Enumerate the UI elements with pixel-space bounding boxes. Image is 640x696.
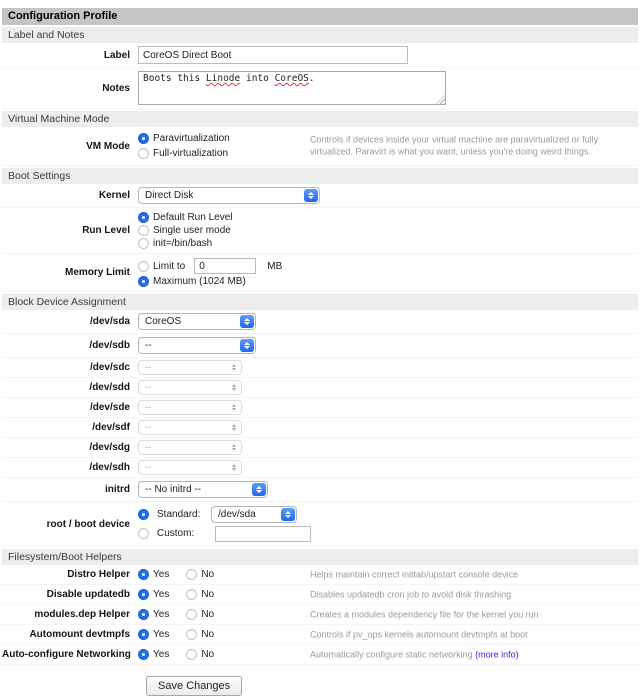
device-sdb-select[interactable]: -- bbox=[138, 337, 256, 354]
vm-mode-help-text: Controls if devices inside your virtual machine are paravirtualized or fully virtualized. Paravirt is what you want, unless you're doing weird things. bbox=[310, 134, 599, 156]
run-level-single-user-label: Single user mode bbox=[153, 225, 231, 236]
root-device-standard-label: Standard: bbox=[157, 509, 201, 520]
distro-helper-label: Distro Helper bbox=[67, 569, 130, 580]
run-level-label: Run Level bbox=[82, 225, 130, 236]
device-row-sda bbox=[2, 310, 638, 334]
memory-maximum-label: Maximum (1024 MB) bbox=[153, 276, 246, 287]
auto-configure-networking-help-text: Automatically configure static networking (more info) bbox=[310, 648, 519, 659]
label-input[interactable] bbox=[138, 46, 408, 64]
device-row-sdf bbox=[2, 418, 638, 438]
helper-row-distro bbox=[2, 565, 638, 585]
device-row-sdc bbox=[2, 358, 638, 378]
section-block-device-assignment: Block Device Assignment bbox=[2, 294, 638, 310]
device-sda-label: /dev/sda bbox=[89, 316, 130, 327]
select-spinner-icon bbox=[228, 401, 240, 414]
helper-row-networking bbox=[2, 645, 638, 665]
label-row bbox=[2, 43, 638, 68]
root-boot-device-row bbox=[2, 502, 638, 547]
memory-limit-unit: MB bbox=[267, 260, 283, 272]
notes-misspelled-word: Linode bbox=[205, 73, 241, 84]
device-sde-label: /dev/sde bbox=[89, 402, 130, 413]
helper-row-updatedb bbox=[2, 585, 638, 605]
automount-devtmpfs-label: Automount devtmpfs bbox=[29, 629, 130, 640]
select-spinner-icon bbox=[228, 361, 240, 374]
device-sdd-select: -- bbox=[138, 380, 242, 395]
page-title: Configuration Profile bbox=[2, 8, 638, 25]
device-row-sde bbox=[2, 398, 638, 418]
automount-devtmpfs-yes-radio[interactable] bbox=[138, 629, 149, 640]
modules-dep-yes-radio[interactable] bbox=[138, 609, 149, 620]
run-level-default-radio[interactable] bbox=[138, 212, 149, 223]
yes-label: Yes bbox=[153, 629, 170, 640]
yes-label: Yes bbox=[153, 569, 170, 580]
vm-mode-label: VM Mode bbox=[86, 140, 130, 152]
device-sdh-label: /dev/sdh bbox=[89, 462, 130, 473]
disable-updatedb-yes-radio[interactable] bbox=[138, 589, 149, 600]
device-sdb-label: /dev/sdb bbox=[89, 340, 130, 351]
device-sdh-select: -- bbox=[138, 460, 242, 475]
run-level-row bbox=[2, 208, 638, 254]
auto-configure-networking-label: Auto-configure Networking bbox=[2, 649, 131, 660]
yes-label: Yes bbox=[153, 649, 170, 660]
device-sdf-label: /dev/sdf bbox=[92, 422, 130, 433]
modules-dep-no-radio[interactable] bbox=[186, 609, 197, 620]
no-label: No bbox=[201, 629, 215, 640]
modules-dep-help-text: Creates a modules dependency file for the kernel you run bbox=[310, 608, 539, 619]
distro-helper-no-radio[interactable] bbox=[186, 569, 197, 580]
select-spinner-icon bbox=[240, 339, 254, 352]
select-spinner-icon bbox=[304, 189, 318, 202]
no-label: No bbox=[201, 609, 215, 620]
distro-helper-yes-radio[interactable] bbox=[138, 569, 149, 580]
yes-label: Yes bbox=[153, 609, 170, 620]
distro-helper-help-text: Helps maintain correct inittab/upstart console device bbox=[310, 568, 519, 579]
kernel-select[interactable]: Direct Disk bbox=[138, 187, 320, 204]
root-device-standard-select[interactable]: /dev/sda bbox=[211, 506, 297, 523]
device-sdf-select: -- bbox=[138, 420, 242, 435]
run-level-init-binbash-label: init=/bin/bash bbox=[153, 238, 213, 249]
device-sdg-label: /dev/sdg bbox=[89, 442, 130, 453]
memory-limit-to-radio[interactable] bbox=[138, 261, 149, 272]
memory-limit-label: Memory Limit bbox=[64, 267, 130, 278]
notes-text: . bbox=[308, 73, 315, 84]
root-device-standard-radio[interactable] bbox=[138, 509, 149, 520]
device-sda-select[interactable]: CoreOS bbox=[138, 313, 256, 330]
initrd-label: initrd bbox=[105, 484, 130, 495]
select-spinner-icon bbox=[252, 483, 266, 496]
device-row-sdb bbox=[2, 334, 638, 358]
more-info-link[interactable]: (more info) bbox=[475, 648, 519, 659]
device-sdc-label: /dev/sdc bbox=[89, 362, 130, 373]
run-level-default-label: Default Run Level bbox=[153, 212, 233, 223]
notes-textarea[interactable] bbox=[138, 71, 446, 105]
device-sdg-select: -- bbox=[138, 440, 242, 455]
section-virtual-machine-mode: Virtual Machine Mode bbox=[2, 111, 638, 127]
device-sdd-label: /dev/sdd bbox=[89, 382, 130, 393]
select-spinner-icon bbox=[228, 461, 240, 474]
device-row-sdg bbox=[2, 438, 638, 458]
root-boot-device-label: root / boot device bbox=[46, 518, 130, 530]
memory-limit-input[interactable] bbox=[194, 258, 256, 274]
no-label: No bbox=[201, 589, 215, 600]
label-field-label: Label bbox=[103, 49, 130, 61]
no-label: No bbox=[201, 569, 215, 580]
device-sde-select: -- bbox=[138, 400, 242, 415]
vm-mode-row bbox=[2, 127, 638, 166]
vm-mode-full-virtualization-radio[interactable] bbox=[138, 148, 149, 159]
initrd-row bbox=[2, 478, 638, 502]
notes-text: Boots this bbox=[143, 73, 206, 84]
initrd-select[interactable]: -- No initrd -- bbox=[138, 481, 268, 498]
device-sdc-select: -- bbox=[138, 360, 242, 375]
resize-grip-icon[interactable] bbox=[436, 95, 445, 104]
automount-devtmpfs-no-radio[interactable] bbox=[186, 629, 197, 640]
run-level-single-user-radio[interactable] bbox=[138, 225, 149, 236]
disable-updatedb-help-text: Disables updatedb cron job to avoid disk thrashing bbox=[310, 588, 512, 599]
run-level-init-binbash-radio[interactable] bbox=[138, 238, 149, 249]
root-device-custom-label: Custom: bbox=[157, 528, 195, 539]
select-spinner-icon bbox=[228, 421, 240, 434]
vm-mode-full-virtualization-label: Full-virtualization bbox=[153, 148, 229, 159]
root-device-custom-radio[interactable] bbox=[138, 528, 149, 539]
helper-row-modules-dep bbox=[2, 605, 638, 625]
notes-field-label: Notes bbox=[102, 82, 130, 94]
kernel-row bbox=[2, 184, 638, 208]
select-spinner-icon bbox=[228, 381, 240, 394]
memory-maximum-radio[interactable] bbox=[138, 276, 149, 287]
notes-row bbox=[2, 68, 638, 109]
notes-misspelled-word: CoreOS bbox=[274, 73, 309, 84]
select-spinner-icon bbox=[281, 508, 295, 521]
memory-limit-to-label: Limit to bbox=[153, 260, 186, 272]
root-device-custom-input[interactable] bbox=[215, 526, 311, 542]
disable-updatedb-label: Disable updatedb bbox=[46, 589, 130, 600]
modules-dep-helper-label: modules.dep Helper bbox=[34, 609, 130, 620]
section-label-and-notes: Label and Notes bbox=[2, 27, 638, 43]
device-row-sdh bbox=[2, 458, 638, 478]
kernel-label: Kernel bbox=[98, 190, 130, 201]
auto-configure-networking-no-radio[interactable] bbox=[186, 649, 197, 660]
no-label: No bbox=[201, 649, 215, 660]
vm-mode-paravirtualization-radio[interactable] bbox=[138, 133, 149, 144]
yes-label: Yes bbox=[153, 589, 170, 600]
memory-limit-row bbox=[2, 254, 638, 292]
automount-devtmpfs-help-text: Controls if pv_ops kernels automount devtmpfs at boot bbox=[310, 628, 528, 639]
select-spinner-icon bbox=[228, 441, 240, 454]
device-row-sdd bbox=[2, 378, 638, 398]
vm-mode-paravirtualization-label: Paravirtualization bbox=[153, 133, 230, 144]
auto-configure-networking-yes-radio[interactable] bbox=[138, 649, 149, 660]
notes-text: into bbox=[240, 73, 275, 84]
helper-row-devtmpfs bbox=[2, 625, 638, 645]
section-boot-settings: Boot Settings bbox=[2, 168, 638, 184]
section-filesystem-boot-helpers: Filesystem/Boot Helpers bbox=[2, 549, 638, 565]
disable-updatedb-no-radio[interactable] bbox=[186, 589, 197, 600]
select-spinner-icon bbox=[240, 315, 254, 328]
save-changes-button[interactable]: Save Changes bbox=[146, 676, 242, 696]
